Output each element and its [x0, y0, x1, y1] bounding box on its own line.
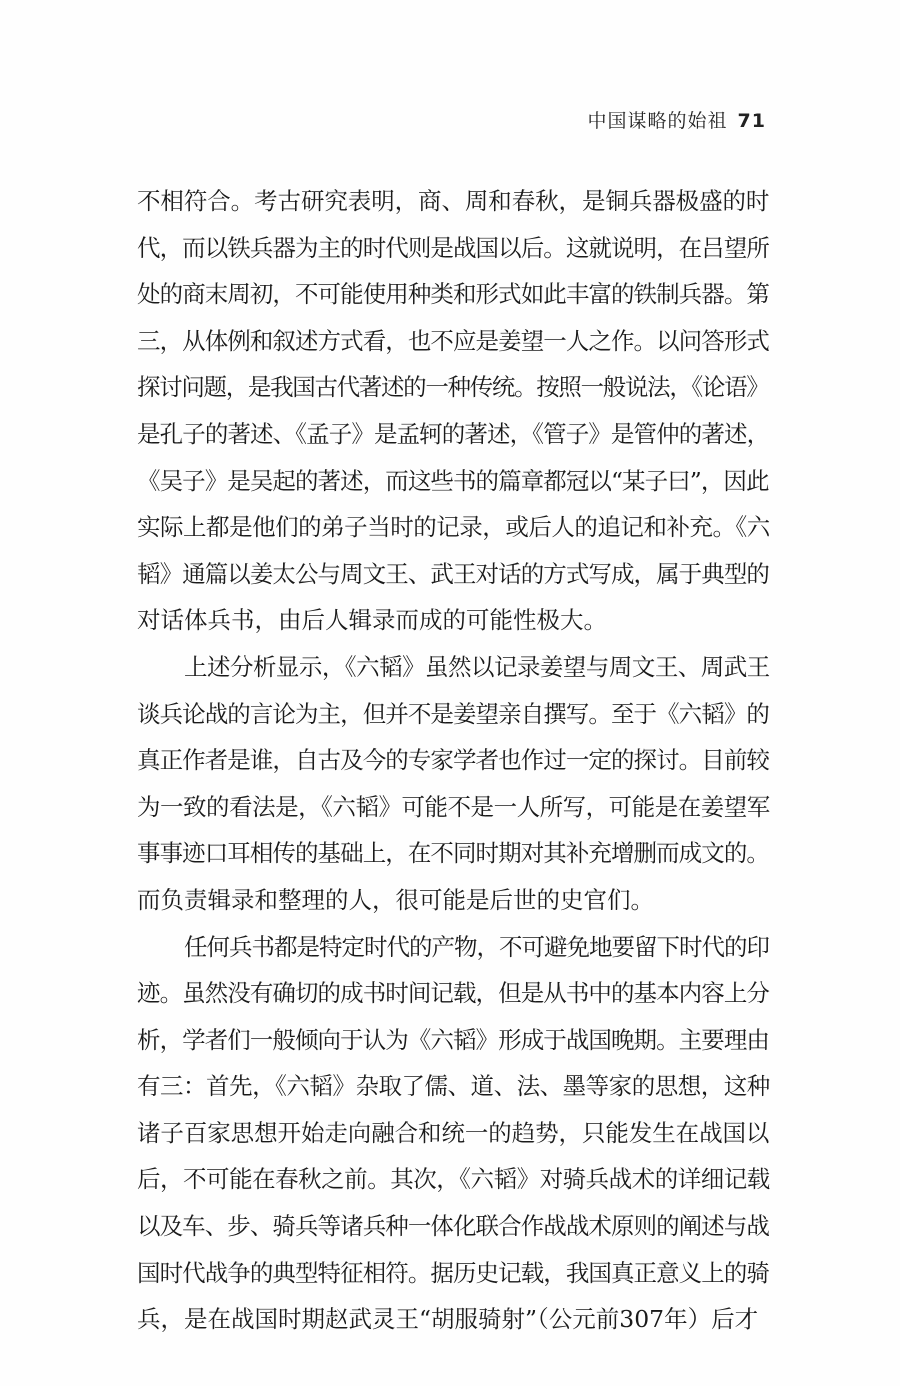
- text-line: 兵，是在战国时期赵武灵王“胡服骑射”（公元前307年）后才: [137, 1305, 759, 1334]
- chapter-title: 中国谋略的始祖: [587, 110, 728, 132]
- text-line: 析，学者们一般倾向于认为《六韬》形成于战国晚期。主要理由: [137, 1025, 769, 1054]
- text-line: 不相符合。考古研究表明，商、周和春秋，是铜兵器极盛的时: [137, 187, 770, 215]
- text-line: 国时代战争的典型特征相符。据历史记载，我国真正意义上的骑: [137, 1258, 769, 1287]
- text-line: 后，不可能在春秋之前。其次，《六韬》对骑兵战术的详细记载: [137, 1165, 770, 1194]
- text-line: 而负责辑录和整理的人，很可能是后世的史官们。: [137, 885, 654, 914]
- body-text: [137, 178, 770, 1343]
- page-number: 71: [737, 110, 766, 132]
- text-line: 实际上都是他们的弟子当时的记录，或后人的追记和补充。《六: [137, 513, 770, 542]
- text-line: 三，从体例和叙述方式看，也不应是姜望一人之作。以问答形式: [137, 326, 769, 355]
- text-line: 处的商末周初，不可能使用种类和形式如此丰富的铁制兵器。第: [137, 280, 769, 309]
- text-line: 上述分析显示，《六韬》虽然以记录姜望与周文王、周武王: [184, 652, 770, 681]
- text-line: 代，而以铁兵器为主的时代则是战国以后。这就说明，在吕望所: [137, 233, 769, 262]
- text-line: 有三：首先，《六韬》杂取了儒、道、法、墨等家的思想，这种: [137, 1072, 770, 1101]
- text-line: 事事迹口耳相传的基础上，在不同时期对其补充增删而成文的。: [137, 839, 769, 868]
- paragraph: [137, 644, 770, 924]
- text-line: 迹。虽然没有确切的成书时间记载，但是从书中的基本内容上分: [137, 979, 769, 1008]
- paragraph: [137, 924, 770, 1343]
- text-line: 是孔子的著述、《孟子》是孟轲的著述，《管子》是管仲的著述，: [137, 419, 770, 448]
- text-line: 任何兵书都是特定时代的产物，不可避免地要留下时代的印: [184, 932, 769, 961]
- text-line: 以及车、步、骑兵等诸兵种一体化联合作战战术原则的阐述与战: [137, 1212, 769, 1241]
- text-line: 为一致的看法是，《六韬》可能不是一人所写，可能是在姜望军: [137, 792, 770, 821]
- text-line: 《吴子》是吴起的著述，而这些书的篇章都冠以“某子曰”，因此: [137, 466, 769, 495]
- text-line: 真正作者是谁，自古及今的专家学者也作过一定的探讨。目前较: [137, 746, 769, 775]
- text-line: 韬》通篇以姜太公与周文王、武王对话的方式写成，属于典型的: [137, 559, 769, 588]
- text-line: 诸子百家思想开始走向融合和统一的趋势，只能发生在战国以: [137, 1118, 770, 1147]
- text-line: 谈兵论战的言论为主，但并不是姜望亲自撰写。至于《六韬》的: [137, 699, 769, 728]
- paragraph: [137, 178, 770, 644]
- text-line: 探讨问题，是我国古代著述的一种传统。按照一般说法，《论语》: [137, 373, 769, 402]
- running-header: [588, 106, 766, 133]
- text-line: 对话体兵书，由后人辑录而成的可能性极大。: [137, 606, 607, 635]
